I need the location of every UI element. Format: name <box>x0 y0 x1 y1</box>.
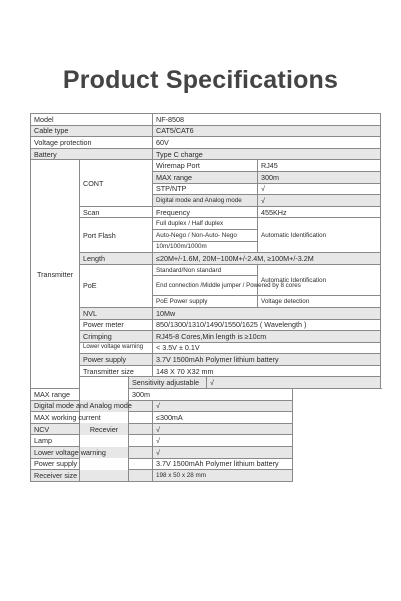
transmitter-label: Transmitter <box>31 160 80 389</box>
table-row <box>31 307 381 319</box>
cont-value: √ <box>258 183 381 195</box>
crimping-label: Crimping <box>80 331 153 343</box>
table-row <box>31 160 381 172</box>
table-row <box>31 331 381 343</box>
table-row <box>31 319 381 331</box>
power-meter-value: 850/1300/1310/1490/1550/1625 ( Wavelength ) <box>153 319 381 331</box>
port-flash-item: Full duplex / Half duplex <box>153 218 258 230</box>
poe-value: Voltage detection <box>258 296 381 308</box>
nvl-value: 10Mw <box>153 307 381 319</box>
nvl-label: NVL <box>80 307 153 319</box>
row-label: Model <box>31 114 153 126</box>
power-meter-label: Power meter <box>80 319 153 331</box>
receiver-row-label: Digital mode and Analog mode <box>31 400 153 412</box>
row-label: Battery <box>31 148 153 160</box>
row-value: CAT5/CAT6 <box>153 125 381 137</box>
table-row <box>31 253 381 265</box>
poe-item: PoE Power supply <box>153 296 258 308</box>
port-flash-item: 10m/100m/1000m <box>153 241 258 253</box>
poe-value: Automatic Identification <box>258 264 381 296</box>
cont-item: Digital mode and Analog mode <box>153 195 258 207</box>
table-row <box>31 377 381 389</box>
poe-item: Standard/Non standard <box>153 264 258 276</box>
table-row <box>31 400 381 412</box>
receiver-row-label: NCV <box>31 423 153 435</box>
port-flash-label: Port Flash <box>80 218 153 253</box>
row-value: Type C charge <box>153 148 381 160</box>
table-row <box>31 342 381 354</box>
receiver-row-value: 300m <box>129 389 293 401</box>
crimping-value: RJ45-8 Cores,Min length is ≥10cm <box>153 331 381 343</box>
table-row <box>31 458 381 470</box>
scan-value: 455KHz <box>258 206 381 218</box>
table-row <box>31 218 381 230</box>
power-supply-label: Power supply <box>80 354 153 366</box>
receiver-row-value: √ <box>153 423 293 435</box>
scan-item: Frequency <box>153 206 258 218</box>
receiver-row-value: 3.7V 1500mAh Polymer lithium battery <box>153 458 293 470</box>
row-value: 60V <box>153 137 381 149</box>
table-row <box>31 354 381 366</box>
receiver-row-label: Receiver size <box>31 470 153 482</box>
transmitter-size-label: Transmitter size <box>80 365 153 377</box>
poe-label: PoE <box>80 264 153 307</box>
table-row <box>31 447 381 459</box>
row-value: NF-8508 <box>153 114 381 126</box>
receiver-row-value: √ <box>207 377 381 389</box>
cont-label: CONT <box>80 160 153 206</box>
cont-value: RJ45 <box>258 160 381 172</box>
port-flash-item: Auto-Nego / Non-Auto- Nego <box>153 229 258 241</box>
receiver-row-value: √ <box>153 400 293 412</box>
receiver-row-value: √ <box>153 447 293 459</box>
receiver-row-label: MAX working current <box>31 412 153 424</box>
table-row <box>31 206 381 218</box>
table-row <box>31 264 381 276</box>
table-row <box>31 435 381 447</box>
poe-item: End connection /Middle jumper / Powered by 8 cores <box>153 276 258 296</box>
table-row <box>31 423 381 435</box>
length-label: Length <box>80 253 153 265</box>
cont-item: Wiremap Port <box>153 160 258 172</box>
receiver-row-value: √ <box>153 435 293 447</box>
table-row <box>31 365 381 377</box>
table-row <box>31 470 381 482</box>
length-value: ≤20M+/-1.6M, 20M~100M+/-2.4M, ≥100M+/-3.2M <box>153 253 381 265</box>
transmitter-size-value: 148 X 70 X32 mm <box>153 365 381 377</box>
receiver-label: Recevier <box>80 377 129 481</box>
port-flash-value: Automatic Identification <box>258 218 381 253</box>
receiver-row-label: Lower voltage warning <box>31 447 153 459</box>
receiver-row-value: ≤300mA <box>153 412 293 424</box>
table-row <box>31 114 381 126</box>
row-label: Cable type <box>31 125 153 137</box>
row-label: Voltage protection <box>31 137 153 149</box>
table-row <box>31 389 381 401</box>
low-voltage-label: Lower voltage warning <box>80 342 153 354</box>
receiver-row-label: Sensitivity adjustable <box>129 377 207 389</box>
receiver-row-value: 198 x 50 x 28 mm <box>153 470 293 482</box>
receiver-row-label: Power supply <box>31 458 153 470</box>
power-supply-value: 3.7V 1500mAh Polymer lithium battery <box>153 354 381 366</box>
receiver-row-label: MAX range <box>31 389 129 401</box>
scan-label: Scan <box>80 206 153 218</box>
low-voltage-value: < 3.5V ± 0.1V <box>153 342 381 354</box>
cont-value: √ <box>258 195 381 207</box>
table-row <box>31 148 381 160</box>
table-row <box>31 412 381 424</box>
cont-item: MAX range <box>153 171 258 183</box>
spec-table <box>30 113 381 482</box>
table-row <box>31 137 381 149</box>
page-title: Product Specifications <box>62 66 339 94</box>
table-row <box>31 125 381 137</box>
cont-value: 300m <box>258 171 381 183</box>
receiver-row-label: Lamp <box>31 435 153 447</box>
cont-item: STP/NTP <box>153 183 258 195</box>
